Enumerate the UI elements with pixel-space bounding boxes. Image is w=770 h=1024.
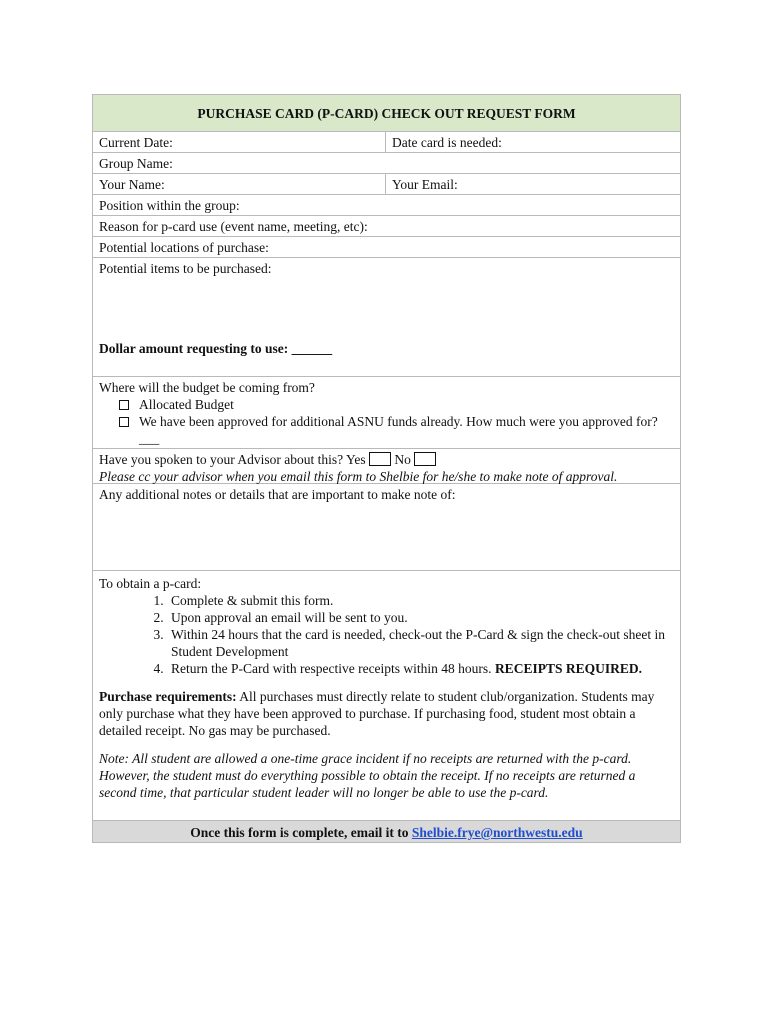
checkbox-icon[interactable]: [119, 417, 129, 427]
purchase-req-label: Purchase requirements:: [99, 689, 237, 704]
footer-text: Once this form is complete, email it to: [190, 825, 409, 840]
additional-notes-field[interactable]: [93, 484, 680, 571]
obtain-heading: To obtain a p-card:: [99, 576, 202, 591]
advisor-note: Please cc your advisor when you email this form to Shelbie for he/she to make note of approval.: [99, 469, 618, 484]
items-label: Potential items to be purchased:: [99, 261, 272, 276]
items-section[interactable]: [93, 258, 680, 377]
instructions-section: [93, 571, 680, 821]
no-label: No: [394, 452, 411, 467]
budget-section: [93, 377, 680, 449]
budget-option-allocated[interactable]: [119, 396, 674, 413]
purchase-req-text: All purchases must directly relate to student club/organization. Students may only purchase what they have been approved to purchase. If purchasing food, student most obtain a detailed receipt. No gas may be purchased.: [99, 689, 655, 738]
group-name-field[interactable]: Group Name:: [93, 153, 680, 174]
advisor-section: [93, 449, 680, 484]
step-item: 2. Upon approval an email will be sent to you.: [167, 609, 674, 626]
footer-bar: [93, 821, 680, 842]
yes-checkbox[interactable]: [369, 452, 391, 466]
advisor-question: Have you spoken to your Advisor about this? Yes: [99, 452, 366, 467]
your-email-field[interactable]: Your Email:: [392, 177, 458, 192]
step-item: 3. Within 24 hours that the card is needed, check-out the P-Card & sign the check-out sheet in Student Development: [167, 626, 674, 660]
budget-option-label: We have been approved for additional ASNU funds already. How much were you approved for? ___: [139, 414, 658, 446]
step-text: Return the P-Card with respective receipts within 48 hours.: [171, 661, 492, 676]
step-item: [167, 660, 674, 677]
step-item: 1. Complete & submit this form.: [167, 592, 674, 609]
reason-field[interactable]: Reason for p-card use (event name, meeting, etc):: [93, 216, 680, 237]
no-checkbox[interactable]: [414, 452, 436, 466]
notes-label: Any additional notes or details that are important to make note of:: [99, 487, 456, 502]
date-needed-field[interactable]: Date card is needed:: [392, 135, 502, 150]
your-name-field[interactable]: Your Name:: [93, 174, 386, 194]
date-row: [93, 132, 680, 153]
receipts-required: RECEIPTS REQUIRED.: [494, 661, 642, 676]
steps-list: [99, 592, 674, 677]
advisor-question-line: [99, 451, 674, 468]
current-date-field[interactable]: Current Date:: [93, 132, 386, 152]
position-field[interactable]: Position within the group:: [93, 195, 680, 216]
form-title: PURCHASE CARD (P-CARD) CHECK OUT REQUEST FORM: [93, 95, 680, 132]
grace-note: Note: All student are allowed a one-time grace incident if no receipts are returned with the p-card. However, the student must do everything possible to obtain the receipt. If no receipts are returned a second time, that particular student leader will no longer be able to use the p-card.: [99, 751, 636, 800]
budget-option-asnu[interactable]: [119, 413, 674, 447]
checkbox-icon[interactable]: [119, 400, 129, 410]
dollar-amount-label: Dollar amount requesting to use: ______: [99, 341, 333, 356]
name-email-row: [93, 174, 680, 195]
purchase-requirements: [99, 688, 674, 739]
budget-question: Where will the budget be coming from?: [99, 380, 315, 395]
budget-option-label: Allocated Budget: [139, 397, 234, 412]
pcard-request-form: [92, 94, 681, 843]
locations-field[interactable]: Potential locations of purchase:: [93, 237, 680, 258]
email-link[interactable]: Shelbie.frye@northwestu.edu: [411, 825, 583, 840]
